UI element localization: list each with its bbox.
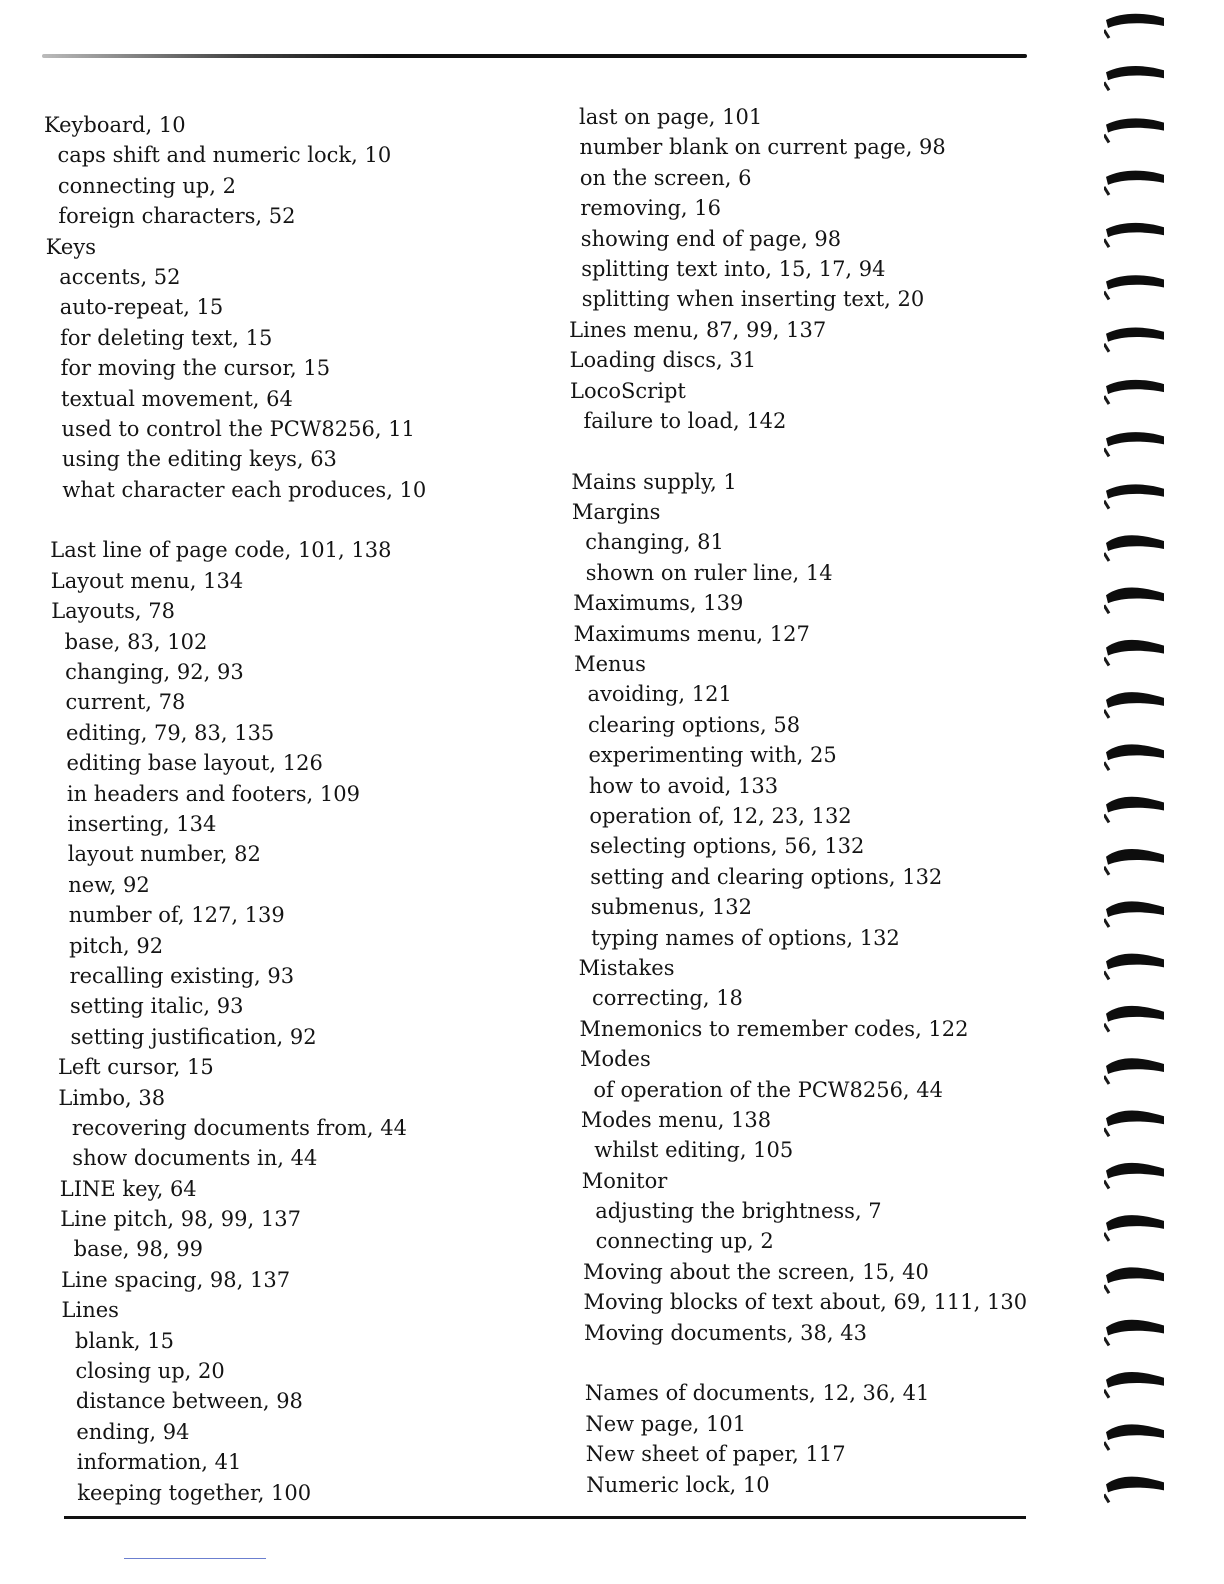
bottom-rule [64, 1516, 1026, 1519]
index-subentry: current, 78 [65, 690, 186, 715]
index-entry: Numeric lock, 10 [586, 1472, 770, 1497]
binding-ring [1104, 380, 1164, 404]
index-entry: Maximums menu, 127 [573, 621, 810, 646]
index-subentry: new, 92 [68, 872, 150, 897]
index-gap [44, 505, 514, 535]
index-subentry: pitch, 92 [69, 933, 164, 958]
index-entry: LINE key, 64 [59, 1176, 197, 1201]
index-entry: Line pitch, 98, 99, 137 [60, 1207, 301, 1232]
binding-ring [1104, 744, 1164, 770]
index-entry: Moving documents, 38, 43 [584, 1320, 867, 1345]
index-subentry: foreign characters, 52 [58, 204, 296, 229]
binding-ring [1104, 1372, 1164, 1398]
index-subentry: whilst editing, 105 [594, 1138, 794, 1163]
index-subentry: number blank on current page, 98 [579, 135, 946, 160]
index-entry: Left cursor, 15 [57, 1055, 214, 1080]
binding-ring [1104, 588, 1164, 614]
binding-ring [1104, 328, 1164, 352]
index-subentry: connecting up, 2 [595, 1229, 774, 1254]
index-entry: Mistakes [578, 955, 675, 980]
binding-ring [1104, 535, 1164, 561]
index-entry: Moving blocks of text about, 69, 111, 130 [583, 1290, 1028, 1315]
index-subentry: clearing options, 58 [588, 712, 801, 737]
binding-ring [1104, 901, 1164, 927]
index-entry: Maximums, 139 [573, 591, 744, 616]
index-subentry: typing names of options, 132 [591, 925, 900, 950]
index-subentry: show documents in, 44 [72, 1146, 318, 1171]
binding-ring [1104, 484, 1164, 508]
index-subentry: connecting up, 2 [57, 173, 237, 198]
index-entry: Modes [579, 1047, 651, 1072]
index-subentry: closing up, 20 [75, 1359, 225, 1384]
index-subentry: editing base layout, 126 [66, 751, 323, 776]
index-subentry: inserting, 134 [67, 811, 217, 836]
index-subentry: submenus, 132 [590, 895, 753, 920]
index-subentry: textual movement, 64 [61, 386, 293, 411]
binding-ring [1104, 692, 1164, 718]
index-subentry: information, 41 [76, 1450, 242, 1475]
index-entry: Menus [574, 652, 646, 677]
binding-ring [1104, 1477, 1164, 1503]
index-subentry: used to control the PCW8256, 11 [61, 416, 415, 441]
index-subentry: splitting text into, 15, 17, 94 [581, 256, 886, 281]
index-subentry: ending, 94 [76, 1419, 190, 1444]
index-entry: Margins [571, 500, 661, 525]
index-entry: Mnemonics to remember codes, 122 [579, 1016, 969, 1041]
binding-ring [1104, 14, 1164, 38]
index-subentry: setting justification, 92 [70, 1024, 317, 1049]
spiral-binding-graphic [1104, 0, 1180, 1584]
index-subentry: changing, 81 [585, 530, 724, 555]
index-subentry: for moving the cursor, 15 [60, 356, 331, 381]
index-subentry: distance between, 98 [75, 1389, 303, 1414]
blue-underline-mark [124, 1558, 266, 1559]
index-subentry: failure to load, 142 [583, 408, 787, 433]
index-subentry: number of, 127, 139 [68, 903, 285, 928]
index-entry: Names of documents, 12, 36, 41 [584, 1381, 930, 1406]
binding-ring [1104, 1058, 1164, 1084]
binding-ring [1104, 1424, 1164, 1450]
binding-ring [1104, 640, 1164, 666]
index-subentry: changing, 92, 93 [65, 660, 244, 685]
index-subentry: experimenting with, 25 [588, 743, 837, 768]
index-entry: New sheet of paper, 117 [585, 1442, 846, 1467]
binding-ring [1104, 1215, 1164, 1241]
index-entry: Modes menu, 138 [580, 1107, 772, 1132]
index-subentry: correcting, 18 [592, 986, 743, 1011]
binding-ring [1104, 66, 1164, 90]
index-entry: Lines menu, 87, 99, 137 [569, 317, 827, 342]
index-subentry: what character each produces, 10 [62, 477, 427, 502]
index-entry: Limbo, 38 [58, 1085, 166, 1110]
index-subentry: showing end of page, 98 [580, 226, 842, 251]
index-gap [566, 436, 1036, 466]
index-subentry: auto-repeat, 15 [59, 295, 224, 320]
index-subentry: keeping together, 100 [77, 1480, 312, 1505]
spiral-binding [1104, 0, 1180, 1584]
top-rule [42, 54, 1027, 58]
index-entry: Layouts, 78 [51, 599, 175, 624]
index-entry: Lines [61, 1298, 119, 1323]
index-entry: Layout menu, 134 [50, 568, 244, 593]
index-right-column [566, 102, 1036, 1500]
index-entry: Keyboard, 10 [44, 113, 186, 137]
index-subentry: recovering documents from, 44 [71, 1115, 407, 1140]
binding-ring [1104, 1267, 1164, 1293]
index-entry: Last line of page code, 101, 138 [50, 538, 392, 563]
index-left-column [44, 110, 514, 1508]
index-subentry: splitting when inserting text, 20 [581, 287, 925, 312]
index-subentry: for deleting text, 15 [60, 325, 273, 350]
index-subentry: setting italic, 93 [70, 994, 244, 1019]
index-gap [566, 1348, 1036, 1378]
index-entry: Moving about the screen, 15, 40 [583, 1259, 929, 1284]
index-subentry: base, 98, 99 [73, 1237, 203, 1262]
index-subentry: in headers and footers, 109 [66, 781, 360, 806]
binding-ring [1104, 432, 1164, 456]
index-subentry: selecting options, 56, 132 [589, 834, 865, 859]
index-entry: LocoScript [570, 378, 686, 403]
index-entry: Loading discs, 31 [569, 348, 757, 373]
binding-ring [1104, 1163, 1164, 1189]
index-entry: Mains supply, 1 [571, 469, 737, 494]
index-subentry: removing, 16 [580, 196, 721, 221]
binding-ring [1104, 171, 1164, 195]
index-subentry: editing, 79, 83, 135 [66, 720, 275, 745]
index-subentry: base, 83, 102 [64, 629, 208, 654]
binding-ring [1104, 1006, 1164, 1032]
index-subentry: last on page, 101 [579, 105, 763, 129]
binding-ring [1104, 954, 1164, 980]
index-subentry: accents, 52 [59, 264, 181, 289]
index-subentry: of operation of the PCW8256, 44 [593, 1077, 944, 1102]
index-entry: Line spacing, 98, 137 [61, 1267, 291, 1292]
index-subentry: shown on ruler line, 14 [585, 560, 833, 585]
index-subentry: using the editing keys, 63 [61, 447, 337, 472]
index-entry: Monitor [581, 1168, 668, 1193]
index-subentry: blank, 15 [75, 1328, 175, 1353]
index-subentry: on the screen, 6 [579, 165, 752, 190]
binding-ring [1104, 118, 1164, 142]
index-subentry: recalling existing, 93 [69, 963, 295, 988]
index-subentry: avoiding, 121 [587, 682, 732, 707]
index-subentry: adjusting the brightness, 7 [595, 1199, 882, 1224]
index-subentry: layout number, 82 [67, 842, 261, 867]
binding-ring [1104, 223, 1164, 247]
binding-ring [1104, 849, 1164, 875]
index-subentry: caps shift and numeric lock, 10 [57, 143, 392, 168]
index-subentry: setting and clearing options, 132 [590, 864, 943, 889]
index-entry: Keys [45, 234, 96, 259]
binding-ring [1104, 275, 1164, 299]
index-entry: New page, 101 [585, 1411, 747, 1436]
index-subentry: how to avoid, 133 [588, 773, 779, 798]
binding-ring [1104, 1111, 1164, 1137]
binding-ring [1104, 797, 1164, 823]
binding-ring [1104, 1320, 1164, 1346]
index-subentry: operation of, 12, 23, 132 [589, 803, 852, 828]
